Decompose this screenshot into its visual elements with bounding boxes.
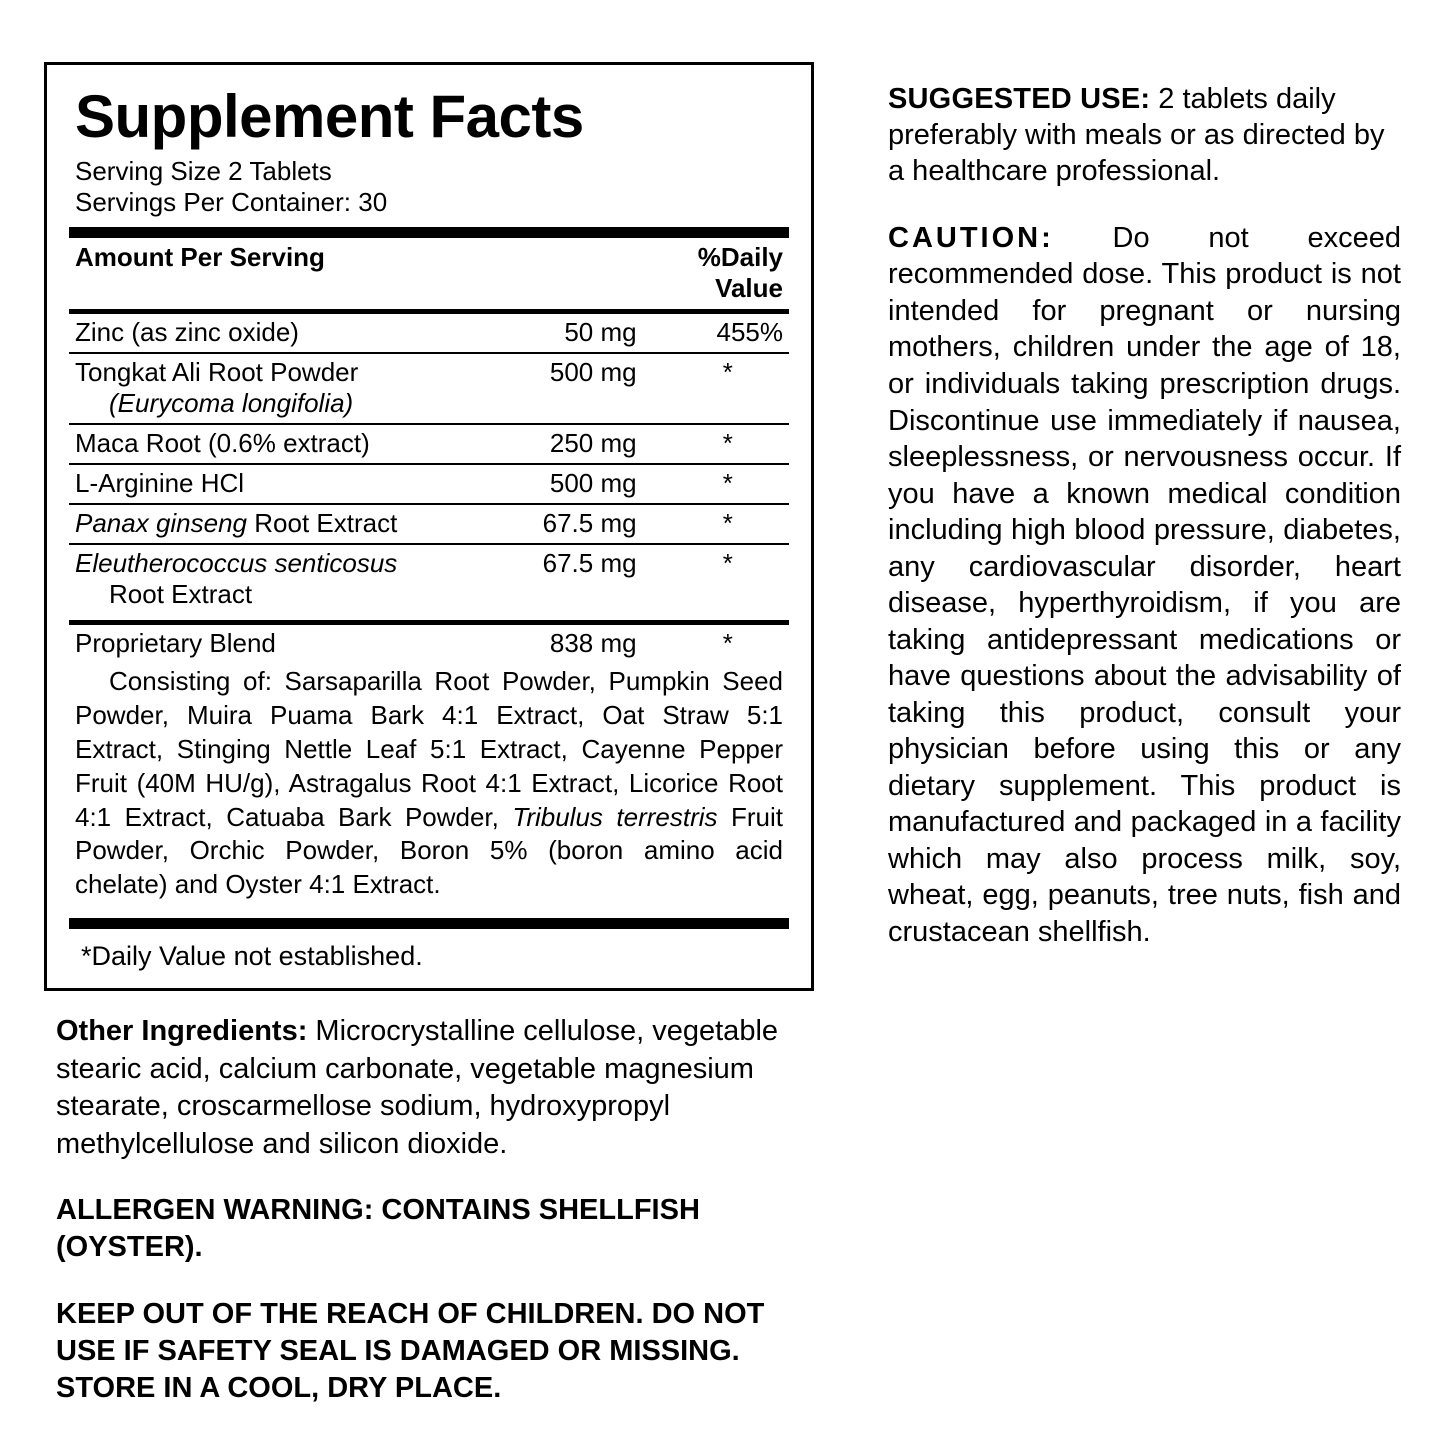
row-name: Panax ginseng Root Extract (69, 504, 472, 544)
table-row (69, 544, 789, 614)
suggested-use-text: 2 tablets daily preferably with meals or as directed by a healthcare professional. (888, 83, 1385, 187)
blend-dv: * (722, 628, 733, 659)
suggested-use-label: SUGGESTED USE: (888, 83, 1151, 115)
row-name-latin: (Eurycoma longifolia) (109, 388, 354, 419)
supplement-facts-panel (44, 62, 814, 991)
caution (888, 220, 1401, 951)
blend-body-text-2: Fruit Powder, Orchic Powder, Boron 5% (boron amino acid chelate) and Oyster 4:1 Extract. (75, 801, 783, 900)
row-name: L-Arginine HCl (69, 464, 472, 504)
table-row (69, 424, 789, 464)
row-name: Maca Root (0.6% extract) (69, 424, 472, 464)
row-name-second-line: Root Extract (109, 579, 253, 610)
proprietary-blend-row (69, 625, 789, 663)
right-column (834, 62, 1401, 950)
row-amount: 67.5 mg (472, 544, 666, 614)
nutrient-rows (69, 314, 789, 614)
header-daily-value: %Daily Value (697, 242, 783, 304)
table-row (69, 464, 789, 504)
serving-size: Serving Size 2 Tablets (75, 156, 332, 186)
row-amount: 500 mg (472, 353, 666, 424)
caution-label: CAUTION: (888, 221, 1054, 254)
nutrients-table (69, 238, 789, 309)
table-row (69, 625, 789, 663)
blend-amount: 838 mg (549, 628, 637, 659)
row-dv: * (667, 464, 789, 504)
panel-title: Supplement Facts (75, 83, 584, 150)
blend-body-italic: Tribulus terrestris (512, 801, 718, 832)
row-dv: * (667, 353, 789, 424)
row-name: Zinc (as zinc oxide) (75, 317, 299, 348)
row-name: Eleutherococcus senticosus Root Extract (69, 544, 472, 614)
daily-value-note: *Daily Value not established. (81, 940, 423, 971)
row-dv: * (667, 504, 789, 544)
row-dv: 455% (716, 317, 783, 348)
table-row (69, 353, 789, 424)
blend-name: Proprietary Blend (75, 628, 276, 659)
header-amount-per-serving: Amount Per Serving (75, 242, 325, 273)
caution-text: Do not exceed recommended dose. This product is not intended for pregnant or nursing mothers, children under the age of 18, or individuals taking prescription drugs. Discontinue use immediately if nausea, sleeplessness, or nervousness occur. If you have a known medical condition including high blood pressure, diabetes, any cardiovascular disorder, heart disease, hyperthyroidism, if you are taking antidepressant medications or have questions about the advisability of taking this product, consult your physician before using this or any dietary supplement. This product is manufactured and packaged in a facility which may also process milk, soy, wheat, egg, peanuts, tree nuts, fish and crustacean shellfish. (888, 221, 1401, 948)
blend-body-text: Consisting of: Sarsaparilla Root Powder, Pumpkin Seed Powder, Muira Puama Bark 4:1 Extract, Oat Straw 5:1 Extract, Stinging Nettle Leaf 5:1 Extract, Cayenne Pepper Fruit (40M HU/g), Astragalus Root 4:1 Extract, Licorice Root 4:1 Extract, Catuaba Bark Powder, (75, 666, 783, 832)
suggested-use (888, 82, 1401, 190)
allergen-warning: ALLERGEN WARNING: CONTAINS SHELLFISH (OYSTER). (56, 1193, 700, 1263)
table-row (69, 314, 789, 353)
row-amount: 50 mg (564, 317, 637, 348)
divider-thick-top (69, 227, 789, 238)
table-header-row (69, 238, 789, 309)
other-ingredients (44, 1013, 834, 1164)
row-amount: 250 mg (472, 424, 666, 464)
keep-out-of-reach-warning: KEEP OUT OF THE REACH OF CHILDREN. DO NOT USE IF SAFETY SEAL IS DAMAGED OR MISSING. STORE IN A COOL, DRY PLACE. (56, 1297, 765, 1405)
divider-thick-bottom (69, 918, 789, 929)
row-amount: 500 mg (472, 464, 666, 504)
left-column (44, 62, 834, 1407)
servings-per-container: Servings Per Container: 30 (75, 186, 388, 217)
other-ingredients-text: Microcrystalline cellulose, vegetable stearic acid, calcium carbonate, vegetable magnesium stearate, croscarmellose sodium, hydroxypropyl methylcellulose and silicon dioxide. (56, 1014, 779, 1160)
row-dv: * (667, 424, 789, 464)
other-ingredients-label: Other Ingredients: (56, 1014, 308, 1047)
blend-ingredients (69, 663, 789, 908)
row-name: Tongkat Ali Root Powder (Eurycoma longifolia) (69, 353, 472, 424)
row-dv: * (667, 544, 789, 614)
table-row (69, 504, 789, 544)
row-amount: 67.5 mg (472, 504, 666, 544)
